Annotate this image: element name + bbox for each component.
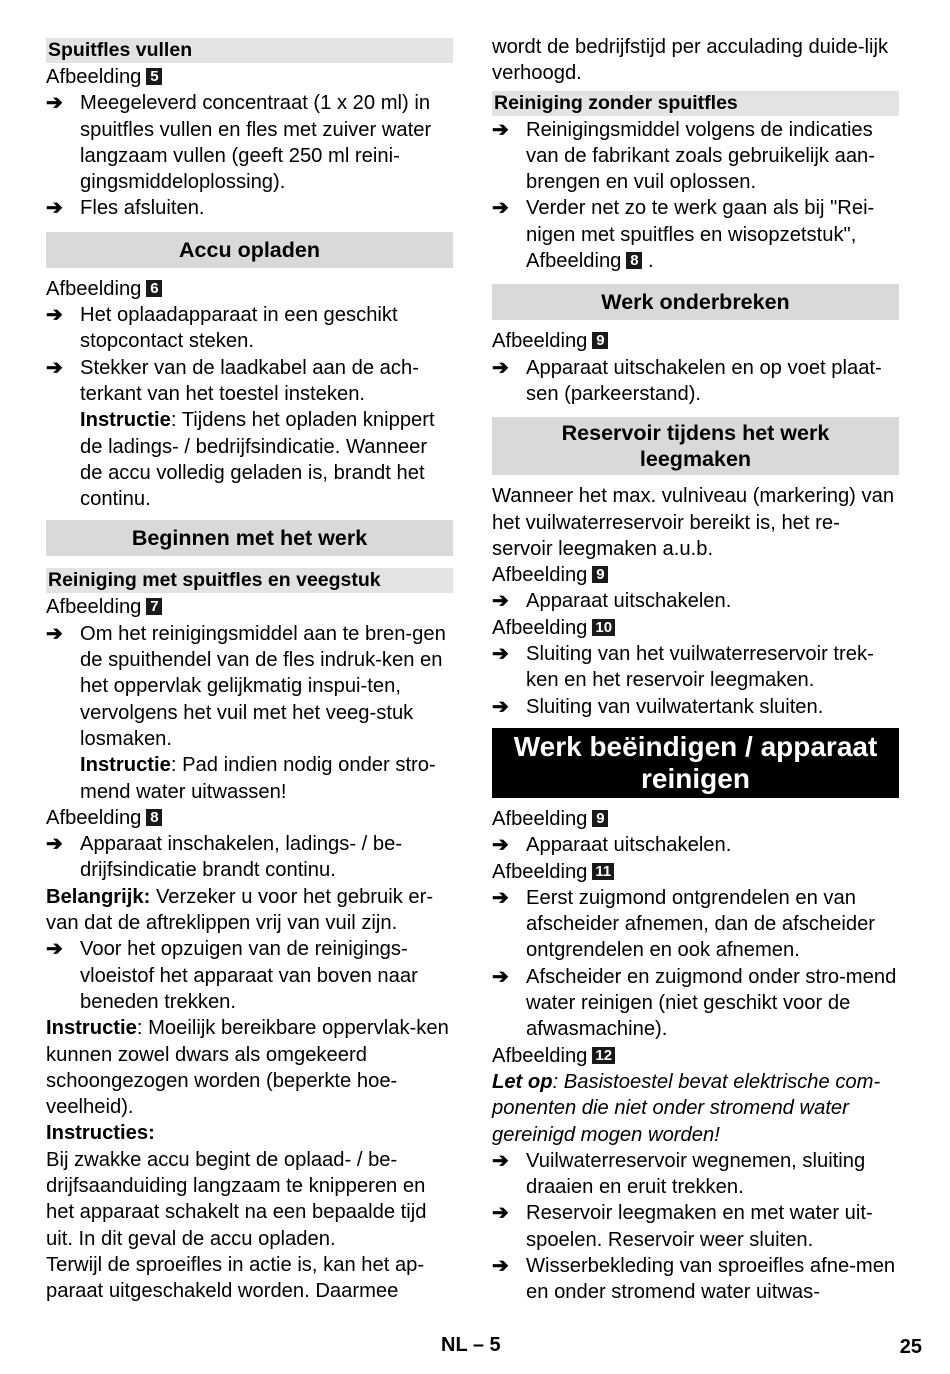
figure-ref: Afbeelding 10: [492, 615, 899, 641]
figure-number-badge: 9: [592, 332, 608, 349]
instruction-note: Instructie: Tijdens het opladen knippert de ladings- / bedrijfsindicatie. Wanneer de accu volledig geladen is, brandt het continu.: [80, 409, 435, 511]
list-item: ➔ Apparaat uitschakelen en op voet plaat-sen (parkeerstand).: [492, 355, 899, 408]
list-item: ➔ Het oplaadapparaat in een geschikt stopcontact steken.: [46, 302, 453, 355]
arrow-right-icon: ➔: [492, 1149, 509, 1172]
figure-ref: Afbeelding 5: [46, 64, 453, 90]
heading-reservoir-leegmaken: Reservoir tijdens het werk leegmaken: [492, 417, 899, 475]
heading-werk-onderbreken: Werk onderbreken: [492, 284, 899, 320]
arrow-right-icon: ➔: [46, 197, 63, 220]
list-item: ➔ Eerst zuigmond ontgrendelen en van afscheider afnemen, dan de afscheider ontgrendelen en ook afnemen.: [492, 885, 899, 964]
arrow-right-icon: ➔: [492, 356, 509, 379]
heading-werk-beeindigen: Werk beëindigen / apparaat reinigen: [492, 728, 899, 798]
arrow-right-icon: ➔: [492, 1202, 509, 1225]
figure-ref: Afbeelding 7: [46, 594, 453, 620]
instruction-note: Instructie: Moeilijk bereikbare oppervlak-ken kunnen zowel dwars als omgekeerd schoongezogen worden (beperkte hoe-veelheid).: [46, 1017, 449, 1119]
arrow-right-icon: ➔: [46, 622, 63, 645]
arrow-right-icon: ➔: [492, 834, 509, 857]
list-item: ➔ Sluiting van het vuilwaterreservoir trek-ken en het reservoir leegmaken.: [492, 641, 899, 694]
arrow-right-icon: ➔: [492, 965, 509, 988]
list-item: ➔ Vuilwaterreservoir wegnemen, sluiting draaien en eruit trekken.: [492, 1148, 899, 1201]
list-item: ➔ Voor het opzuigen van de reinigings-vloeistof het apparaat van boven naar beneden trekken.: [46, 936, 453, 1015]
figure-ref: Afbeelding 6: [46, 276, 453, 302]
list-item: ➔ Apparaat uitschakelen.: [492, 832, 899, 858]
heading-reiniging-zonder: Reiniging zonder spuitfles: [492, 91, 899, 116]
heading-accu-opladen: Accu opladen: [46, 232, 453, 268]
figure-ref: Afbeelding 12: [492, 1043, 899, 1069]
figure-ref: Afbeelding 9: [492, 806, 899, 832]
heading-beginnen: Beginnen met het werk: [46, 520, 453, 556]
figure-number-badge: 6: [146, 280, 162, 297]
list-item: ➔ Meegeleverd concentraat (1 x 20 ml) in spuitfles vullen en fles met zuiver water langzaam vullen (geeft 250 ml reini-gingsmiddeloplossing).: [46, 90, 453, 195]
left-column: [46, 38, 453, 1304]
figure-ref: Afbeelding 9: [492, 328, 899, 354]
figure-ref: Afbeelding 9: [492, 562, 899, 588]
arrow-right-icon: ➔: [492, 197, 509, 220]
arrow-right-icon: ➔: [46, 833, 63, 856]
figure-number-badge: 9: [592, 810, 608, 827]
figure-number-badge: 11: [592, 863, 614, 880]
heading-reiniging-spuitfles: Reiniging met spuitfles en veegstuk: [46, 568, 453, 593]
paragraph: Wanneer het max. vulniveau (markering) van het vuilwaterreservoir bereikt is, het re-servoir leegmaken a.u.b.: [492, 485, 895, 560]
instructions-heading: Instructies:: [46, 1122, 155, 1145]
figure-number-badge: 8: [626, 252, 642, 269]
right-column: [492, 34, 899, 1306]
list-item: ➔ Apparaat uitschakelen.: [492, 588, 899, 614]
list-item: ➔ Wisserbekleding van sproeifles afne-men en onder stromend water uitwas-: [492, 1253, 899, 1306]
arrow-right-icon: ➔: [492, 643, 509, 666]
figure-number-badge: 8: [146, 809, 162, 826]
arrow-right-icon: ➔: [46, 304, 63, 327]
paragraph: Terwijl de sproeifles in actie is, kan het ap-paraat uitgeschakeld worden. Daarmee: [46, 1253, 425, 1303]
list-item: ➔ Verder net zo te werk gaan als bij "Rei-nigen met spuitfles en wisopzetstuk", Afbeelding 8 .: [492, 195, 899, 274]
list-item: ➔ Reservoir leegmaken en met water uit-spoelen. Reservoir weer sluiten.: [492, 1200, 899, 1253]
list-item: ➔ Stekker van de laadkabel aan de ach-terkant van het toestel insteken.: [46, 355, 453, 408]
figure-ref: Afbeelding 8: [46, 805, 453, 831]
arrow-right-icon: ➔: [492, 1254, 509, 1277]
important-note: Belangrijk: Verzeker u voor het gebruik er-van dat de aftreklippen vrij van vuil zijn.: [46, 885, 434, 935]
arrow-right-icon: ➔: [492, 695, 509, 718]
page-number: 25: [899, 1336, 922, 1358]
footer-language-page: NL – 5: [441, 1334, 501, 1356]
figure-number-badge: 10: [592, 619, 615, 636]
list-item: ➔ Sluiting van vuilwatertank sluiten.: [492, 694, 899, 720]
list-item: ➔ Afscheider en zuigmond onder stro-mend water reinigen (niet geschikt voor de afwasmachine).: [492, 964, 899, 1043]
paragraph: Bij zwakke accu begint de oplaad- / be-drijfsaanduiding langzaam te knipperen en het apparaat schakelt na een bepaalde tijd uit. In dit geval de accu opladen.: [46, 1148, 427, 1250]
list-item: ➔ Reinigingsmiddel volgens de indicaties van de fabrikant zoals gebruikelijk aan-brengen en vuil oplossen.: [492, 117, 899, 196]
arrow-right-icon: ➔: [46, 92, 63, 115]
heading-spuitfles-vullen: Spuitfles vullen: [46, 38, 453, 63]
arrow-right-icon: ➔: [492, 886, 509, 909]
figure-number-badge: 5: [146, 68, 162, 85]
paragraph: wordt de bedrijfstijd per acculading duide-lijk verhoogd.: [492, 36, 889, 85]
arrow-right-icon: ➔: [46, 356, 63, 379]
instruction-note: Instructie: Pad indien nodig onder stro-mend water uitwassen!: [80, 754, 436, 803]
caution-note: Let op: Basistoestel bevat elektrische com-ponenten die niet onder stromend water gereinigd mogen worden!: [492, 1070, 881, 1146]
figure-number-badge: 12: [592, 1047, 615, 1064]
figure-ref: Afbeelding 11: [492, 859, 899, 885]
list-item: ➔ Fles afsluiten.: [46, 195, 453, 221]
list-item: ➔ Apparaat inschakelen, ladings- / be-drijfsindicatie brandt continu.: [46, 831, 453, 884]
figure-number-badge: 7: [146, 598, 162, 615]
figure-number-badge: 9: [592, 566, 608, 583]
list-item: ➔ Om het reinigingsmiddel aan te bren-gen de spuithendel van de fles indruk-ken en het oppervlak gelijkmatig inspui-ten, vervolgens het vuil met het veeg-stuk losmaken.: [46, 621, 453, 752]
arrow-right-icon: ➔: [492, 590, 509, 613]
arrow-right-icon: ➔: [492, 118, 509, 141]
arrow-right-icon: ➔: [46, 938, 63, 961]
